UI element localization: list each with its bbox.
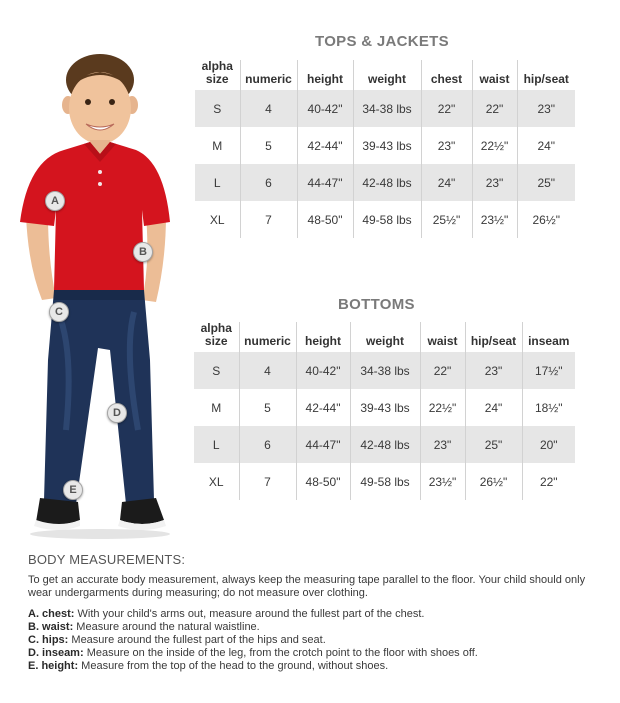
cell: 6 (240, 164, 297, 201)
cell: 44-47" (297, 164, 353, 201)
tops-header-row (195, 60, 575, 90)
measurement-item-inseam (28, 647, 598, 660)
table-row (194, 352, 575, 389)
cell: S (194, 352, 239, 389)
cell: 5 (240, 127, 297, 164)
measurement-text: Measure on the inside of the leg, from the crotch point to the floor with shoes off. (83, 647, 478, 659)
cell: M (211, 400, 222, 415)
header-hip-seat: hip/seat (517, 60, 575, 90)
cell: 4 (239, 352, 296, 389)
cell: 22" (522, 463, 575, 500)
cell: 22" (472, 90, 517, 127)
table-row (194, 389, 575, 426)
cell: 42-48 lbs (350, 426, 420, 463)
header-inseam: inseam (522, 322, 575, 352)
table-row (194, 463, 575, 500)
cell: XL (208, 474, 224, 489)
header-alpha-size-label: alpha size (201, 59, 233, 86)
tops-jackets-title: TOPS & JACKETS (315, 33, 449, 50)
cell: 49-58 lbs (350, 463, 420, 500)
cell: 22" (421, 90, 472, 127)
marker-a-chest: A (45, 191, 65, 211)
measurement-text: Measure from the top of the head to the ground, without shoes. (78, 660, 389, 672)
header-height: height (297, 60, 353, 90)
cell: M (212, 138, 223, 153)
table-row (195, 164, 575, 201)
cell: 22" (420, 352, 465, 389)
marker-b-waist: B (133, 242, 153, 262)
cell: 18½" (522, 389, 575, 426)
measurement-item-waist (28, 621, 598, 634)
cell: 24" (465, 389, 522, 426)
cell: S (195, 90, 240, 127)
header-height: height (296, 322, 350, 352)
cell: L (194, 426, 239, 463)
cell: 25" (465, 426, 522, 463)
cell: L (195, 164, 240, 201)
table-row (195, 127, 575, 164)
body-measurements-section (28, 553, 598, 673)
measurement-label: E. height: (28, 660, 79, 672)
cell: 23" (465, 352, 522, 389)
cell: 7 (240, 201, 297, 238)
cell: 24" (421, 164, 472, 201)
bottoms-header-row (194, 322, 575, 352)
child-model-illustration (14, 50, 184, 540)
header-chest: chest (421, 60, 472, 90)
header-alpha-size (195, 60, 240, 90)
cell: 22½" (420, 389, 465, 426)
cell: 25" (517, 164, 575, 201)
cell: 42-48 lbs (353, 164, 421, 201)
cell: 23½" (420, 463, 465, 500)
header-numeric: numeric (240, 60, 297, 90)
cell: 23" (420, 426, 465, 463)
cell: 42-44" (296, 389, 350, 426)
cell: 24" (517, 127, 575, 164)
cell: 48-50" (297, 201, 353, 238)
cell: 23½" (472, 201, 517, 238)
cell: 39-43 lbs (353, 127, 421, 164)
header-waist: waist (472, 60, 517, 90)
cell: XL (209, 212, 225, 227)
measurement-text: Measure around the natural waistline. (73, 621, 260, 633)
measurement-item-hips (28, 634, 598, 647)
cell: 34-38 lbs (353, 90, 421, 127)
cell: 40-42" (297, 90, 353, 127)
marker-e-height: E (63, 480, 83, 500)
cell: 39-43 lbs (350, 389, 420, 426)
body-measurements-intro: To get an accurate body measurement, always keep the measuring tape parallel to the floor. Your child should only wear undergarments during measuring; do not measure over clothing. (28, 574, 586, 599)
bottoms-size-table (194, 322, 575, 500)
cell: 23" (421, 127, 472, 164)
cell: 42-44" (297, 127, 353, 164)
cell: 22½" (472, 127, 517, 164)
cell: 34-38 lbs (350, 352, 420, 389)
cell: 44-47" (296, 426, 350, 463)
measurement-item-height (28, 660, 598, 673)
cell: 26½" (465, 463, 522, 500)
header-weight: weight (353, 60, 421, 90)
measurement-label: D. inseam: (28, 647, 84, 659)
header-numeric: numeric (239, 322, 296, 352)
cell: 6 (239, 426, 296, 463)
header-waist: waist (420, 322, 465, 352)
cell: 20" (522, 426, 575, 463)
cell: 26½" (517, 201, 575, 238)
marker-d-inseam: D (107, 403, 127, 423)
cell: 40-42" (296, 352, 350, 389)
header-weight: weight (350, 322, 420, 352)
cell: 23" (472, 164, 517, 201)
table-row (195, 90, 575, 127)
bottoms-title: BOTTOMS (338, 296, 415, 313)
tops-size-table (195, 60, 575, 238)
cell: 17½" (522, 352, 575, 389)
body-measurements-title: BODY MEASUREMENTS: (28, 552, 186, 567)
measurement-label: C. hips: (28, 634, 69, 646)
table-row (195, 201, 575, 238)
measurement-text: Measure around the fullest part of the hips and seat. (68, 634, 326, 646)
cell: 25½" (421, 201, 472, 238)
cell: 7 (239, 463, 296, 500)
cell: 49-58 lbs (353, 201, 421, 238)
measurement-label: B. waist: (28, 621, 74, 633)
cell: 5 (239, 389, 296, 426)
measurement-label: A. chest: (28, 608, 75, 620)
marker-c-hips: C (49, 302, 69, 322)
header-alpha-size-label: alpha size (200, 321, 232, 348)
header-hip-seat: hip/seat (465, 322, 522, 352)
cell: 48-50" (296, 463, 350, 500)
table-row (194, 426, 575, 463)
cell: 23" (517, 90, 575, 127)
measurement-text: With your child's arms out, measure around the fullest part of the chest. (74, 608, 425, 620)
header-alpha-size (194, 322, 239, 352)
cell: 4 (240, 90, 297, 127)
measurement-item-chest (28, 608, 598, 621)
